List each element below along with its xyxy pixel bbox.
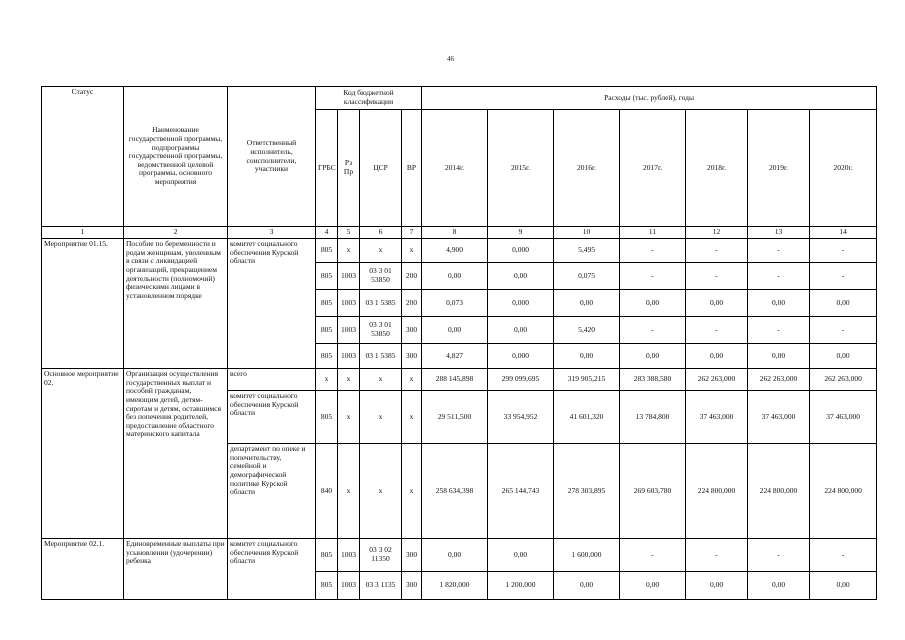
row-status: Основное мероприятие 02. [42, 369, 124, 539]
row-executor: комитет социального обеспечения Курской области [228, 539, 316, 600]
cell-value: 0,075 [554, 263, 620, 290]
cell-value: 0,00 [422, 263, 488, 290]
row-program-name: Организация осуществления государственных выплат и пособий гражданам, имеющим детей, детям-сиротам и детям, оставшимся без попечения родителей, предоставление областного материнского капитала [124, 369, 228, 539]
column-number: 14 [810, 227, 877, 239]
cell-value: - [620, 239, 686, 263]
header-vr: ВР [402, 110, 422, 227]
cell-value: - [748, 239, 810, 263]
table-row [42, 369, 877, 391]
cell-vr: х [402, 444, 422, 539]
cell-value: 0,00 [620, 344, 686, 369]
column-number: 12 [686, 227, 748, 239]
cell-value: 283 388,580 [620, 369, 686, 391]
cell-value: 299 099,695 [488, 369, 554, 391]
row-status: Мероприятие 02.1. [42, 539, 124, 600]
column-number: 7 [402, 227, 422, 239]
cell-value: 278 303,895 [554, 444, 620, 539]
row-executor: комитет социального обеспечения Курской области [228, 239, 316, 369]
header-year: 2019г. [748, 110, 810, 227]
cell-value: - [748, 317, 810, 344]
cell-value: - [810, 239, 877, 263]
cell-value: - [620, 263, 686, 290]
cell-value: 262 263,000 [748, 369, 810, 391]
cell-value: 0,000 [488, 344, 554, 369]
cell-value: 1 600,000 [554, 539, 620, 572]
cell-value: 0,00 [810, 572, 877, 600]
cell-value: 0,00 [686, 290, 748, 317]
cell-value: 0,00 [422, 317, 488, 344]
cell-value: 37 463,000 [748, 391, 810, 444]
row-executor: всего [228, 369, 316, 391]
column-number: 11 [620, 227, 686, 239]
header-executor: Ответственный исполнитель, соисполнители, участники [228, 87, 316, 227]
header-year: 2016г. [554, 110, 620, 227]
cell-value: - [686, 263, 748, 290]
cell-value: 5,495 [554, 239, 620, 263]
cell-csr: х [360, 391, 402, 444]
header-grbs: ГРБС [316, 110, 338, 227]
cell-csr: 03 3 01 53850 [360, 317, 402, 344]
table-header [42, 87, 877, 239]
cell-rzpr: 1003 [338, 290, 360, 317]
table-row [42, 239, 877, 263]
cell-value: - [810, 317, 877, 344]
cell-value: 0,00 [810, 344, 877, 369]
cell-value: 262 263,000 [686, 369, 748, 391]
cell-grbs: х [316, 369, 338, 391]
cell-value: - [810, 539, 877, 572]
cell-value: 224 800,000 [748, 444, 810, 539]
cell-value: - [620, 539, 686, 572]
cell-vr: 300 [402, 344, 422, 369]
header-program-name: Наименование государственной программы, подпрограммы государственной программы, ведомственной целевой программы, основного мероприятия [124, 87, 228, 227]
cell-value: 0,00 [488, 539, 554, 572]
header-rzpr: Рз Пр [338, 110, 360, 227]
header-year: 2018г. [686, 110, 748, 227]
column-number: 10 [554, 227, 620, 239]
cell-grbs: 805 [316, 391, 338, 444]
header-status: Статус [42, 87, 124, 227]
cell-value: 0,00 [748, 572, 810, 600]
cell-grbs: 805 [316, 290, 338, 317]
cell-value: - [686, 317, 748, 344]
column-number: 8 [422, 227, 488, 239]
cell-grbs: 805 [316, 239, 338, 263]
column-number: 9 [488, 227, 554, 239]
cell-value: 0,00 [686, 572, 748, 600]
column-number: 1 [42, 227, 124, 239]
cell-value: 37 463,000 [810, 391, 877, 444]
cell-value: 0,00 [748, 344, 810, 369]
cell-value: 0,00 [810, 290, 877, 317]
cell-csr: 03 3 1135 [360, 572, 402, 600]
cell-value: 0,000 [488, 239, 554, 263]
cell-rzpr: 1003 [338, 344, 360, 369]
cell-value: 262 263,000 [810, 369, 877, 391]
cell-value: 1 200,000 [488, 572, 554, 600]
cell-value: - [686, 239, 748, 263]
cell-value: 37 463,000 [686, 391, 748, 444]
cell-rzpr: 1003 [338, 572, 360, 600]
cell-value: 0,00 [620, 290, 686, 317]
cell-value: - [748, 263, 810, 290]
cell-value: - [810, 263, 877, 290]
cell-vr: 300 [402, 572, 422, 600]
column-number: 13 [748, 227, 810, 239]
cell-value: 0,00 [554, 572, 620, 600]
budget-table [41, 86, 877, 600]
cell-csr: х [360, 369, 402, 391]
row-status: Мероприятие 01.15. [42, 239, 124, 369]
cell-rzpr: х [338, 444, 360, 539]
cell-value: 0,00 [554, 290, 620, 317]
cell-value: 0,00 [686, 344, 748, 369]
cell-value: 288 145,898 [422, 369, 488, 391]
header-year: 2014г. [422, 110, 488, 227]
cell-rzpr: 1003 [338, 263, 360, 290]
cell-csr: 03 3 02 11350 [360, 539, 402, 572]
row-executor: комитет социального обеспечения Курской области [228, 391, 316, 444]
row-program-name: Пособие по беременности и родам женщинам, уволенным в связи с ликвидацией организаций, прекращением деятельности (полномочий) физическими лицами в установленном порядке [124, 239, 228, 369]
cell-value: 29 511,500 [422, 391, 488, 444]
cell-value: 269 603,780 [620, 444, 686, 539]
cell-value: - [620, 317, 686, 344]
header-year: 2020г. [810, 110, 877, 227]
row-executor: департамент по опеке и попечительству, семейной и демографической политике Курской области [228, 444, 316, 539]
cell-grbs: 840 [316, 444, 338, 539]
cell-grbs: 805 [316, 539, 338, 572]
cell-value: 224 800,000 [810, 444, 877, 539]
cell-value: 319 905,215 [554, 369, 620, 391]
cell-value: 258 634,398 [422, 444, 488, 539]
cell-vr: 300 [402, 539, 422, 572]
row-program-name: Единовременные выплаты при усыновлении (удочерении) ребенка [124, 539, 228, 600]
header-expenses: Расходы (тыс. рублей), годы [422, 87, 877, 110]
cell-vr: х [402, 239, 422, 263]
cell-value: 1 820,000 [422, 572, 488, 600]
cell-value: 265 144,743 [488, 444, 554, 539]
cell-value: 0,000 [488, 290, 554, 317]
header-budget-code: Код бюджетной классификации [316, 87, 422, 110]
cell-value: 0,00 [620, 572, 686, 600]
column-numbers-row [42, 227, 877, 239]
header-csr: ЦСР [360, 110, 402, 227]
cell-rzpr: х [338, 391, 360, 444]
cell-value: 0,073 [422, 290, 488, 317]
cell-vr: 200 [402, 290, 422, 317]
cell-value: 5,420 [554, 317, 620, 344]
column-number: 4 [316, 227, 338, 239]
header-year: 2015г. [488, 110, 554, 227]
table-body [42, 239, 877, 600]
column-number: 6 [360, 227, 402, 239]
cell-rzpr: 1003 [338, 317, 360, 344]
cell-vr: 300 [402, 317, 422, 344]
cell-value: 41 601,320 [554, 391, 620, 444]
cell-grbs: 805 [316, 344, 338, 369]
cell-vr: х [402, 369, 422, 391]
cell-grbs: 805 [316, 317, 338, 344]
cell-value: 0,00 [488, 263, 554, 290]
cell-grbs: 805 [316, 572, 338, 600]
cell-value: 33 954,952 [488, 391, 554, 444]
cell-value: - [748, 539, 810, 572]
cell-csr: х [360, 444, 402, 539]
cell-rzpr: х [338, 239, 360, 263]
cell-rzpr: 1003 [338, 539, 360, 572]
cell-value: 4,900 [422, 239, 488, 263]
column-number: 5 [338, 227, 360, 239]
header-year: 2017г. [620, 110, 686, 227]
cell-vr: 200 [402, 263, 422, 290]
cell-csr: 03 1 5385 [360, 290, 402, 317]
cell-csr: 03 3 01 53850 [360, 263, 402, 290]
cell-value: - [686, 539, 748, 572]
cell-value: 13 784,800 [620, 391, 686, 444]
cell-csr: х [360, 239, 402, 263]
table-row [42, 539, 877, 572]
cell-vr: х [402, 391, 422, 444]
cell-value: 0,00 [554, 344, 620, 369]
cell-grbs: 805 [316, 263, 338, 290]
page-number: 46 [447, 55, 454, 63]
cell-csr: 03 1 5385 [360, 344, 402, 369]
cell-value: 0,00 [748, 290, 810, 317]
column-number: 3 [228, 227, 316, 239]
cell-rzpr: х [338, 369, 360, 391]
column-number: 2 [124, 227, 228, 239]
cell-value: 0,00 [422, 539, 488, 572]
cell-value: 224 800,000 [686, 444, 748, 539]
cell-value: 0,00 [488, 317, 554, 344]
cell-value: 4,827 [422, 344, 488, 369]
